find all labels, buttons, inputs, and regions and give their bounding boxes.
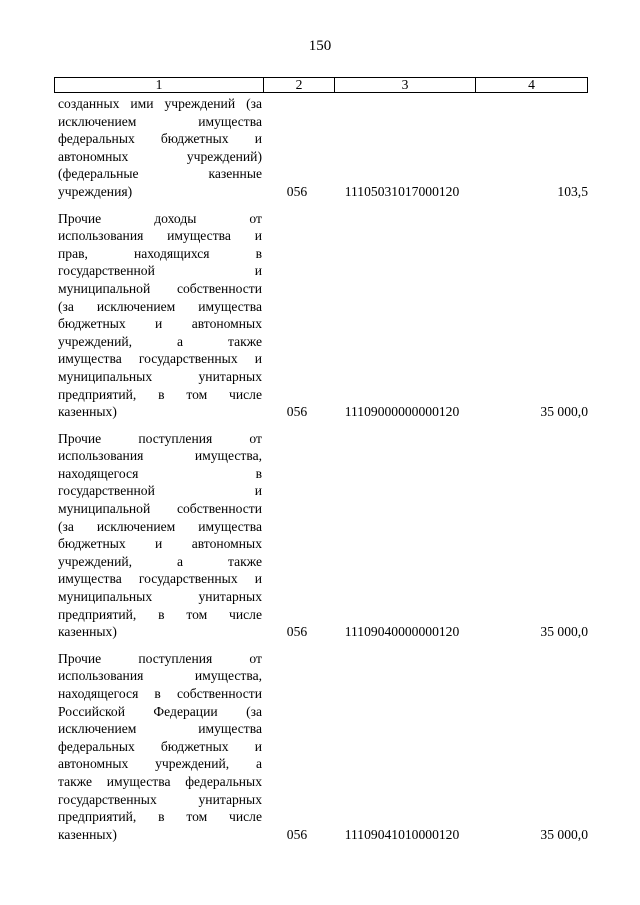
description-line: казенных)	[58, 826, 117, 842]
row-admin-code: 056	[286, 826, 308, 842]
description-line: находящегося в	[58, 465, 262, 481]
description-line: также имущества федеральных	[58, 773, 262, 789]
description-line: исключением имущества	[58, 721, 262, 737]
table-body	[54, 95, 588, 852]
description-line: федеральных бюджетных и	[58, 131, 262, 147]
description-line: государственной и	[58, 263, 262, 279]
description-line: автономных учреждений, а	[58, 756, 262, 772]
description-line: бюджетных и автономных	[58, 536, 262, 552]
row-description	[54, 95, 262, 201]
table-header	[54, 77, 588, 93]
description-line: Прочие поступления от	[58, 650, 262, 666]
description-line: прав, находящихся в	[58, 245, 262, 261]
page-number: 150	[308, 38, 332, 54]
row-classification-code: 11109000000000120	[344, 404, 460, 420]
description-line: Российской Федерации (за	[58, 703, 262, 719]
row-admin-code: 056	[286, 183, 308, 199]
header-col-2: 2	[263, 78, 334, 92]
description-line: созданных ими учреждений (за	[58, 96, 262, 111]
description-line: учреждений, а также	[58, 553, 262, 569]
description-line: муниципальных унитарных	[58, 368, 262, 384]
description-line: государственной и	[58, 483, 262, 499]
description-line: бюджетных и автономных	[58, 316, 262, 332]
row-admin-code: 056	[286, 624, 308, 640]
description-line: автономных учреждений)	[58, 148, 262, 164]
description-line: казенных)	[58, 624, 117, 640]
description-line: муниципальной собственности	[58, 280, 262, 296]
description-line: предприятий, в том числе	[58, 809, 262, 825]
row-amount: 35 000,0	[540, 624, 588, 640]
description-line: предприятий, в том числе	[58, 606, 262, 622]
row-classification-code: 11109040000000120	[344, 624, 460, 640]
header-col-1: 1	[155, 77, 163, 92]
description-line: (за исключением имущества	[58, 298, 262, 314]
header-col-3: 3	[334, 78, 475, 92]
row-description	[54, 430, 262, 641]
header-col-4: 4	[475, 78, 587, 92]
row-description	[54, 210, 262, 421]
description-line: исключением имущества	[58, 113, 262, 129]
description-line: использования имущества,	[58, 448, 262, 464]
description-line: предприятий, в том числе	[58, 386, 262, 402]
table-row	[54, 650, 588, 844]
description-line: учреждения)	[58, 183, 133, 199]
description-line: имущества государственных и	[58, 571, 262, 587]
description-line: муниципальной собственности	[58, 501, 262, 517]
row-classification-code: 11109041010000120	[344, 826, 460, 842]
table-row	[54, 430, 588, 641]
description-line: казенных)	[58, 404, 117, 420]
description-line: (за исключением имущества	[58, 518, 262, 534]
description-line: использования имущества,	[58, 668, 262, 684]
description-line: находящегося в собственности	[58, 686, 262, 701]
description-line: Прочие поступления от	[58, 430, 262, 446]
row-classification-code: 11105031017000120	[344, 183, 460, 199]
row-amount: 103,5	[557, 183, 588, 199]
description-line: использования имущества и	[58, 228, 262, 244]
table-row	[54, 95, 588, 201]
description-line: муниципальных унитарных	[58, 589, 262, 605]
description-line: федеральных бюджетных и	[58, 738, 262, 754]
description-line: Прочие доходы от	[58, 210, 262, 226]
description-line: государственных унитарных	[58, 791, 262, 807]
description-line: (федеральные казенные	[58, 166, 262, 182]
description-line: учреждений, а также	[58, 333, 262, 349]
table-row	[54, 210, 588, 421]
row-admin-code: 056	[286, 404, 308, 420]
row-description	[54, 650, 262, 844]
row-amount: 35 000,0	[540, 404, 588, 420]
description-line: имущества государственных и	[58, 351, 262, 367]
row-amount: 35 000,0	[540, 826, 588, 842]
